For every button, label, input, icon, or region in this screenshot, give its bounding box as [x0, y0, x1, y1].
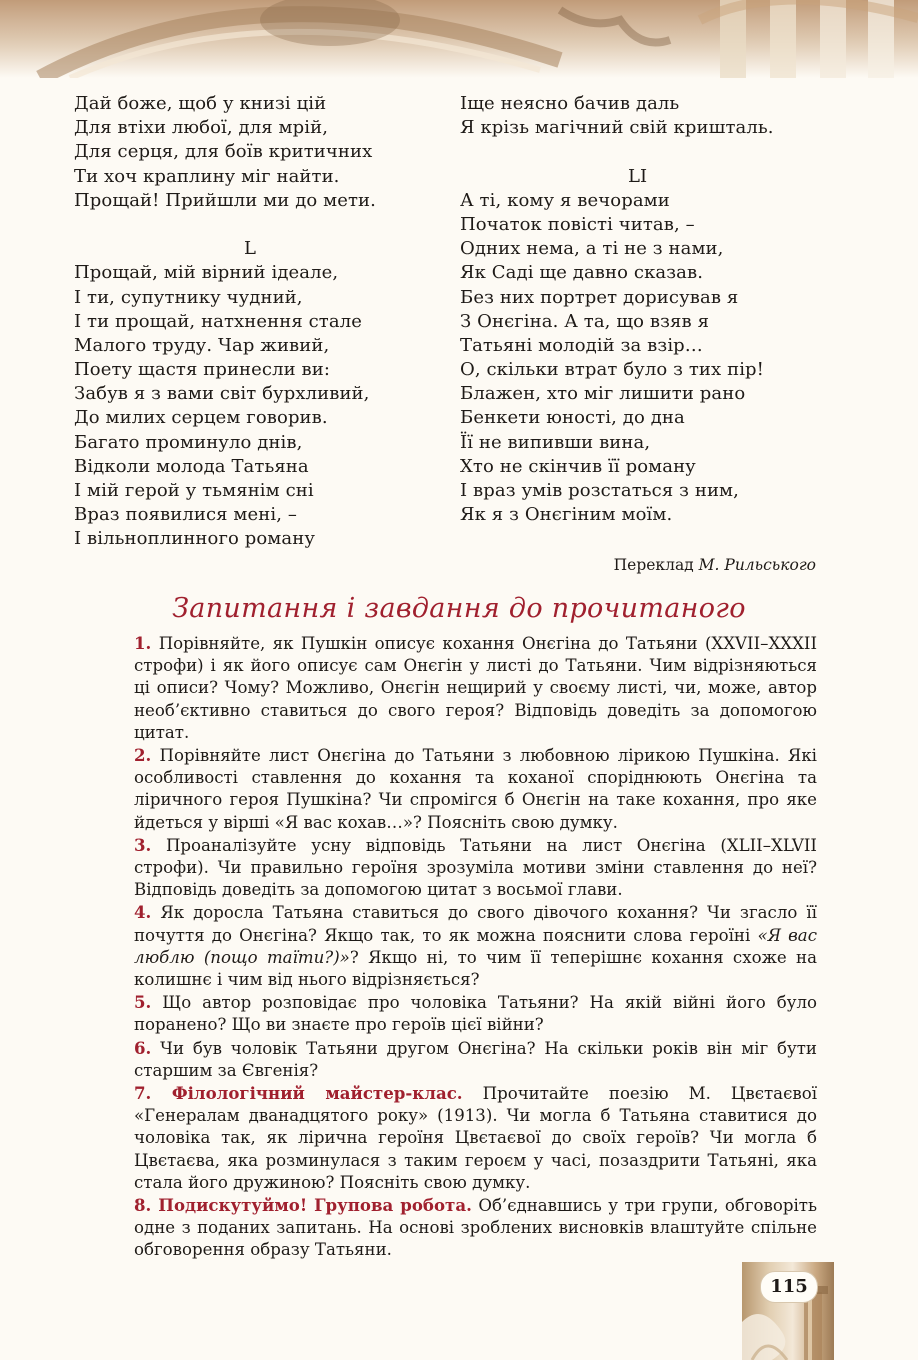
poem-line: О, скільки втрат було з тих пір!: [460, 359, 765, 381]
translation-label: Переклад: [613, 556, 694, 574]
poem-line: Поету щастя принесли ви:: [74, 359, 331, 381]
stanza-number: L: [244, 238, 257, 260]
translator-name: М. Рильського: [698, 556, 816, 574]
questions-list: [134, 632, 817, 1262]
poem-line: Прощай, мій вірний ідеале,: [74, 262, 339, 284]
question-lead: 8. Подискутуймо! Групова робота.: [134, 1195, 472, 1216]
poem-line: Татьяні молодій за взір…: [460, 334, 703, 356]
question-item: [134, 1037, 817, 1082]
architecture-illustration: [0, 0, 918, 78]
question-text: Чи був чоловік Татьяни другом Онєгіна? На скільки років він міг бути старшим за Євгенія?: [134, 1038, 817, 1080]
stanza-gap: [74, 213, 434, 237]
poem-line: З Онєгіна. А та, що взяв я: [460, 310, 710, 332]
question-item: [134, 1082, 817, 1194]
poem-line: Малого труду. Чар живий,: [74, 334, 330, 356]
poem-line: Дай боже, щоб у книзі цій: [74, 93, 327, 114]
header-banner-image: [0, 0, 918, 78]
poem-line: І враз умів розстаться з ним,: [460, 480, 739, 501]
question-quote: «Я вас люблю (пощо таїти?)»: [134, 925, 817, 967]
question-text: Як доросла Татьяна ставиться до свого дівочого кохання? Чи згасло її почуття до Онєгіна? Якщо так, то як можна пояснити слова героїні: [134, 903, 817, 945]
poem-line: Блажен, хто міг лишити рано: [460, 383, 746, 405]
question-text: ? Якщо ні, то чим її теперішнє кохання схоже на колишнє і чим від нього відрізняється?: [134, 947, 817, 990]
poem-line: Одних нема, а ті не з нами,: [460, 238, 724, 260]
poem-line: Її не випивши вина,: [460, 431, 651, 453]
question-number: 5.: [134, 992, 152, 1013]
poem-line: Для втіхи любої, для мрій,: [74, 117, 329, 139]
stanza-number: LI: [628, 165, 648, 187]
poem-line: Іще неясно бачив даль: [460, 93, 680, 114]
question-text: Що автор розповідає про чоловіка Татьяни? На якій війні його було поранено? Що ви знаєте про героїв цієї війни?: [134, 993, 817, 1035]
question-item: [134, 991, 817, 1036]
poem-column-right: [460, 92, 840, 527]
poem-line: Без них портрет дорисував я: [460, 286, 739, 308]
poem-line: Багато проминуло днів,: [74, 431, 303, 453]
poem-column-left: [74, 92, 434, 552]
poem-line: І вільноплинного роману: [74, 528, 316, 550]
question-number: 2.: [134, 745, 152, 766]
question-item: [134, 901, 817, 991]
poem-line: До милих серцем говорив.: [74, 407, 328, 429]
question-item: [134, 1194, 817, 1262]
poem-line: Бенкети юності, до дна: [460, 407, 685, 429]
page-number: 115: [760, 1271, 818, 1303]
question-item: [134, 744, 817, 834]
poem-line: Хто не скінчив її роману: [460, 455, 696, 477]
poem-line: Як Саді ще давно сказав.: [460, 262, 704, 284]
stanza-gap: [460, 140, 840, 164]
question-number: 1.: [134, 633, 152, 653]
poem-line: Забув я з вами світ бурхливий,: [74, 383, 370, 405]
translation-credit: [614, 556, 816, 574]
question-number: 6.: [134, 1037, 152, 1058]
poem-line: І ти прощай, натхнення стале: [74, 310, 362, 332]
question-item: [134, 834, 817, 902]
question-lead: 7. Філологічний майстер-клас.: [134, 1083, 463, 1104]
poem-line: А ті, кому я вечорами: [460, 189, 670, 211]
question-number: 4.: [134, 902, 152, 923]
poem-line: Для серця, для боїв критичних: [74, 141, 373, 163]
poem-line: Враз появилися мені, –: [74, 504, 297, 526]
poem-line: Як я з Онєгіним моїм.: [460, 504, 673, 526]
poem-line: Я крізь магічний свій кришталь.: [460, 117, 774, 139]
question-text: Проаналізуйте усну відповідь Татьяни на лист Онєгіна (XLII–XLVII строфи). Чи правильно героїня зрозуміла мотиви зміни ставлення до неї? Відповідь доведіть за допомогою цитат з восьмої глави.: [134, 835, 817, 900]
question-item: [134, 632, 817, 744]
poem-line: Відколи молода Татьяна: [74, 455, 309, 477]
question-text: Порівняйте, як Пушкін описує кохання Онєгіна до Татьяни (XXVII–XXXII строфи) і як його описує сам Онєгін у листі до Татьяни. Чим відрізняються ці описи? Чому? Можливо, Онєгін нещирий у своєму листі, чи, може, автор необ’єктивно ставиться до свого героя? Відповідь доведіть за допомогою цитат.: [134, 634, 817, 742]
poem-line: І мій герой у тьмянім сні: [74, 480, 314, 501]
question-text: Порівняйте лист Онєгіна до Татьяни з любовною лірикою Пушкіна. Які особливості ставлення до кохання та коханої споріднюють Онєгіна та ліричного героя Пушкіна? Чи спромігся б Онєгін на таке кохання, про яке йдеться у вірші «Я вас кохав…»? Поясніть свою думку.: [134, 746, 817, 832]
question-text: Об’єднавшись у три групи, обговоріть одне з поданих запитань. На основі зроблених висновків влаштуйте спільне обговорення образу Татьяни.: [134, 1196, 817, 1260]
question-number: 3.: [134, 834, 152, 855]
poem-line: І ти, супутнику чудний,: [74, 286, 303, 308]
question-text: Прочитайте поезію М. Цвєтаєвої «Генералам дванадцятого року» (1913). Чи могла б Татьяна ставитися до чоловіка так, як лірична героїня Цвєтаєвої до своїх героїв? Чи могла б Цвєтаєва, яка розминулася з таким героєм у часі, позаздрити Татьяні, яка стала його дружиною? Поясніть свою думку.: [134, 1084, 817, 1192]
section-title: Запитання і завдання до прочитаного: [172, 593, 746, 624]
poem-line: Прощай! Прийшли ми до мети.: [74, 189, 376, 211]
poem-line: Ти хоч краплину міг найти.: [74, 165, 340, 187]
poem-line: Початок повісті читав, –: [460, 213, 695, 235]
